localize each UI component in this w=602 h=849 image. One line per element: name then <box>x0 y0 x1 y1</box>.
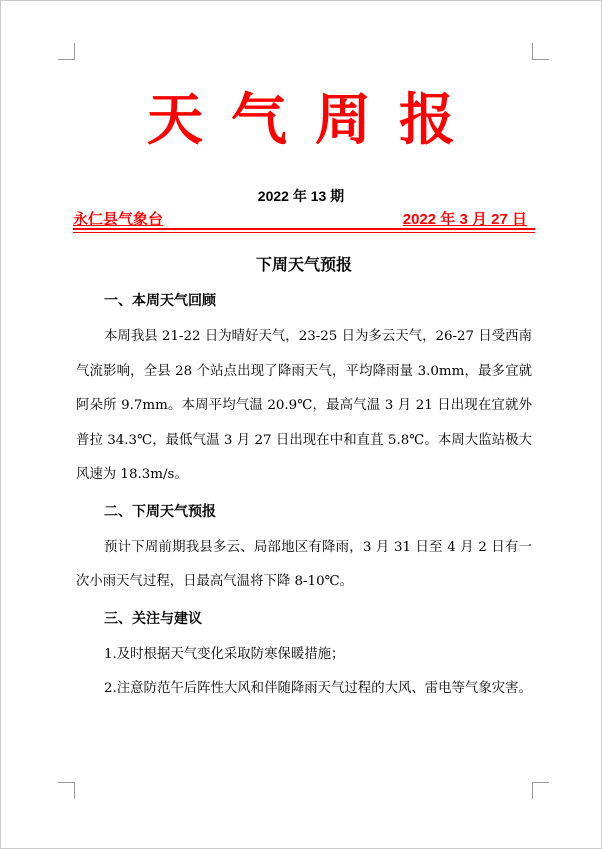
document-title: 下周天气预报 <box>255 255 352 274</box>
publish-date: 2022 年 3 月 27 日 <box>402 211 527 228</box>
margin-corner-bottom-left <box>58 782 75 799</box>
document-body <box>76 250 532 707</box>
masthead-title: 天气周报 <box>147 87 483 153</box>
header-rule-thin <box>73 232 535 233</box>
section-paragraph: 2.注意防范午后阵性大风和伴随降雨天气过程的大风、雷电等气象灾害。 <box>104 681 532 696</box>
header-rule-thick <box>73 228 535 230</box>
section-paragraph: 预计下周前期我县多云、局部地区有降雨，3 月 31 日至 4 月 2 日有一次小雨天气过程，日最高气温将下降 8-10℃。 <box>76 539 532 589</box>
section-heading: 三、关注与建议 <box>104 610 202 627</box>
section-heading: 一、本周天气回顾 <box>104 293 216 309</box>
section-heading: 二、下周天气预报 <box>104 503 216 520</box>
organization-name: 永仁县气象台 <box>73 210 164 228</box>
margin-corner-top-right <box>532 43 549 60</box>
section-paragraph: 本周我县 21-22 日为晴好天气，23-25 日为多云天气，26-27 日受西南气流影响，全县 28 个站点出现了降雨天气，平均降雨量 3.0mm，最多宜就阿朵所 9.7mm。本周平均气温 20.9℃，最高气温 3 月 21 日出现在宜就外普拉 34.3℃，最低气温 3 月 27 日出现在中和直苴 5.8℃。本周大监站极大风速为 18.3m/s。 <box>76 329 532 482</box>
issue-number: 2022 年 13 期 <box>257 188 345 204</box>
margin-corner-bottom-right <box>532 782 549 799</box>
margin-corner-top-left <box>58 43 75 60</box>
section-paragraph: 1.及时根据天气变化采取防寒保暖措施； <box>104 646 345 662</box>
